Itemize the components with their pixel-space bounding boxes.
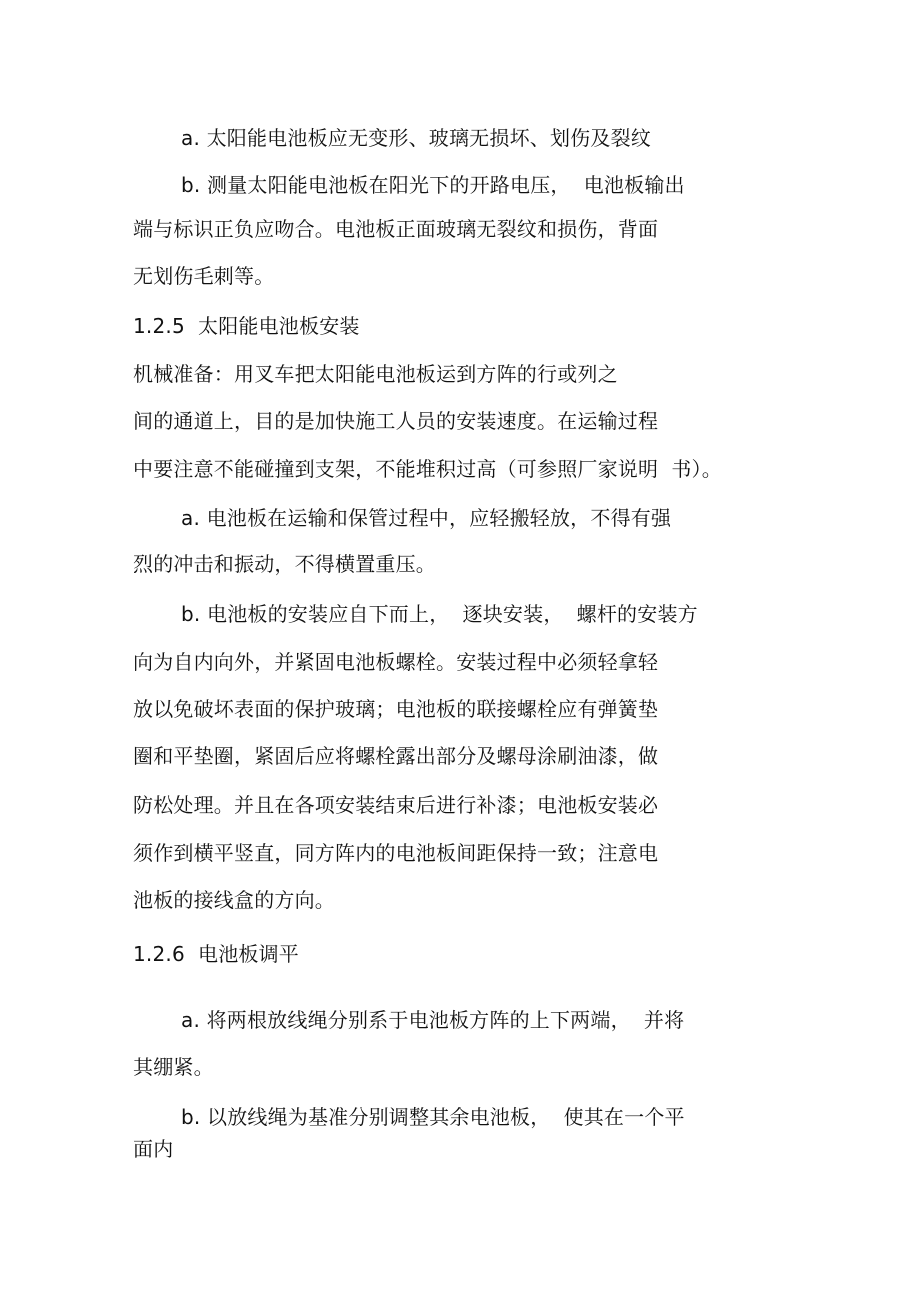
text-line: 其绷紧。 xyxy=(133,1055,214,1079)
text-line: 放以免破坏表面的保护玻璃；电池板的联接螺栓应有弹簧垫 xyxy=(133,697,659,721)
text-line: 端与标识正负应吻合。电池板正面玻璃无裂纹和损伤，背面 xyxy=(133,217,659,241)
text-line: 防松处理。并且在各项安装结束后进行补漆；电池板安装必 xyxy=(133,793,659,817)
text-line: 间的通道上，目的是加快施工人员的安装速度。在运输过程 xyxy=(133,409,659,433)
text-line: 面内 xyxy=(133,1137,174,1161)
text-line: 无划伤毛刺等。 xyxy=(133,264,275,288)
section-heading: 1.2.6 电池板调平 xyxy=(133,942,300,966)
text-line: 向为自内向外，并紧固电池板螺栓。安装过程中必须轻拿轻 xyxy=(133,650,659,674)
text-line: 池板的接线盒的方向。 xyxy=(133,888,335,912)
text-line: a. 太阳能电池板应无变形、玻璃无损坏、划伤及裂纹 xyxy=(181,126,651,150)
text-line: b. 以放线绳为基准分别调整其余电池板， 使其在一个平 xyxy=(181,1105,685,1129)
text-line: b. 电池板的安装应自下而上， 逐块安装， 螺杆的安装方 xyxy=(181,602,698,626)
text-line: 中要注意不能碰撞到支架，不能堆积过高（可参照厂家说明 书）。 xyxy=(133,457,722,481)
text-line: 圈和平垫圈，紧固后应将螺栓露出部分及螺母涂刷油漆，做 xyxy=(133,744,659,768)
text-line: a. 电池板在运输和保管过程中，应轻搬轻放，不得有强 xyxy=(181,506,672,530)
text-line: a. 将两根放线绳分别系于电池板方阵的上下两端， 并将 xyxy=(181,1008,685,1032)
text-line: 烈的冲击和振动，不得横置重压。 xyxy=(133,552,436,576)
text-line: b. 测量太阳能电池板在阳光下的开路电压， 电池板输出 xyxy=(181,173,685,197)
text-line: 机械准备：用叉车把太阳能电池板运到方阵的行或列之 xyxy=(133,362,618,386)
section-heading: 1.2.5 太阳能电池板安装 xyxy=(133,314,360,338)
text-line: 须作到横平竖直，同方阵内的电池板间距保持一致；注意电 xyxy=(133,841,659,865)
